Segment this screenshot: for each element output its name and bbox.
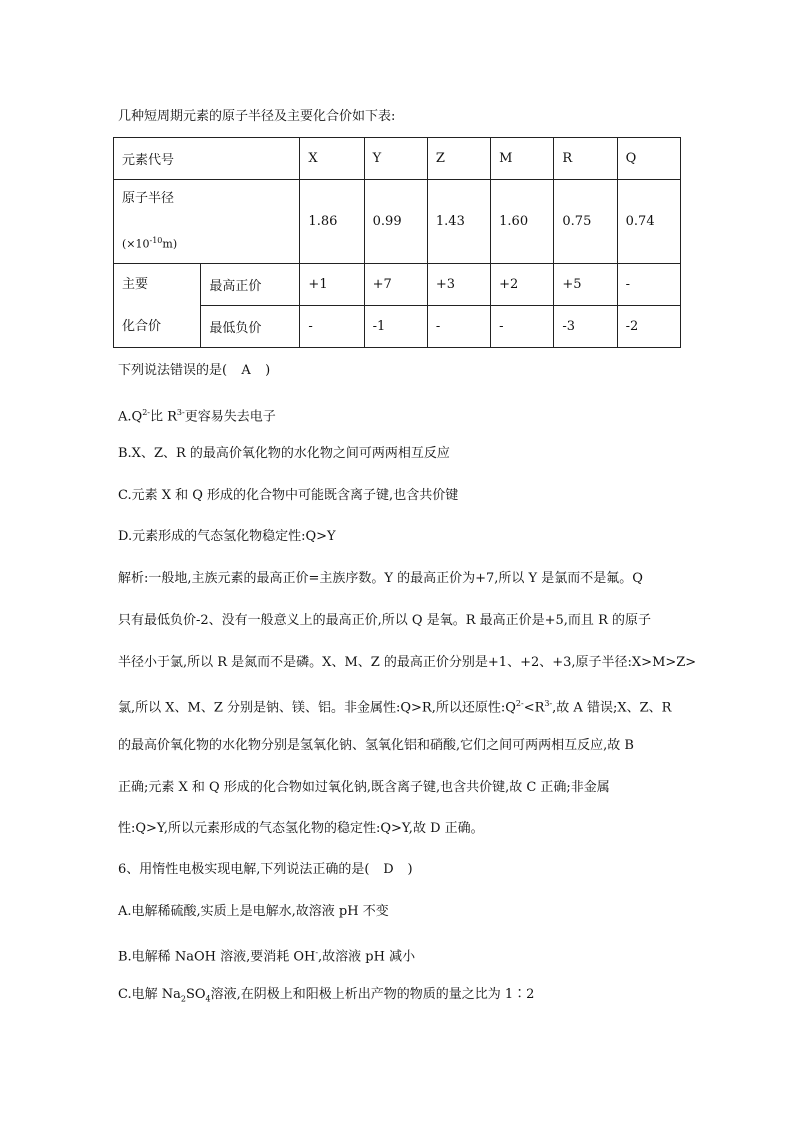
max-valence-value: +2 bbox=[491, 264, 554, 306]
valence-label-cell bbox=[114, 264, 201, 348]
q6-stem-text: 6、用惰性电极实现电解,下列说法正确的是( bbox=[118, 862, 370, 877]
element-r: R bbox=[554, 138, 617, 180]
max-valence-value: +1 bbox=[300, 264, 364, 306]
analysis-line: 解析:一般地,主族元素的最高正价=主族序数。Y 的最高正价为+7,所以 Y 是氯而不是氟。Q bbox=[118, 571, 643, 586]
q6-option-a: A.电解稀硫酸,实质上是电解水,故溶液 pH 不变 bbox=[118, 904, 389, 919]
opt-b-charge: - bbox=[315, 948, 319, 957]
opt-b-prefix: B.电解稀 NaOH 溶液,要消耗 OH bbox=[118, 949, 316, 965]
element-z: Z bbox=[427, 138, 490, 180]
max-valence-value: +3 bbox=[427, 264, 490, 306]
radius-label: 原子半径 bbox=[122, 190, 175, 206]
q5-option-a bbox=[118, 404, 276, 426]
element-table bbox=[113, 137, 681, 348]
analysis-line: 半径小于氯,所以 R 是氮而不是磷。X、M、Z 的最高正价分别是+1、+2、+3,原子半径:X>M>Z> bbox=[118, 655, 697, 670]
max-valence-label: 最高正价 bbox=[201, 264, 300, 306]
min-valence-value: - bbox=[300, 306, 364, 348]
q5-option-b: B.X、Z、R 的最高价氧化物的水化物之间可两两相互反应 bbox=[118, 446, 450, 461]
table-intro: 几种短周期元素的原子半径及主要化合价如下表: bbox=[118, 109, 396, 124]
radius-unit-exponent: -10 bbox=[149, 235, 163, 245]
radius-label-cell bbox=[114, 180, 300, 264]
min-valence-value: -3 bbox=[554, 306, 617, 348]
radius-value: 1.86 bbox=[300, 180, 364, 264]
q5-answer: A bbox=[241, 363, 251, 378]
min-valence-value: -1 bbox=[364, 306, 427, 348]
radius-value: 0.74 bbox=[617, 180, 680, 264]
analysis-l4-mid: <R bbox=[523, 700, 545, 716]
q6-option-c bbox=[118, 986, 534, 1009]
analysis-charge-q: 2- bbox=[515, 699, 524, 708]
radius-value: 0.99 bbox=[364, 180, 427, 264]
analysis-line bbox=[118, 695, 671, 717]
q6-stem-close: ) bbox=[407, 862, 413, 877]
q6-option-b bbox=[118, 944, 415, 966]
element-x: X bbox=[300, 138, 364, 180]
header-label-cell: 元素代号 bbox=[114, 138, 300, 180]
q5-stem-close: ) bbox=[265, 363, 271, 378]
opt-a-prefix: A.Q bbox=[118, 409, 143, 425]
radius-unit-label bbox=[122, 232, 299, 254]
valence-label-line2: 化合价 bbox=[122, 318, 162, 334]
max-valence-value: +5 bbox=[554, 264, 617, 306]
min-valence-value: - bbox=[427, 306, 490, 348]
min-valence-value: - bbox=[491, 306, 554, 348]
table-row bbox=[114, 138, 681, 180]
min-valence-value: -2 bbox=[617, 306, 680, 348]
opt-c-sub-o: 4 bbox=[205, 994, 211, 1004]
q5-stem bbox=[118, 362, 270, 380]
opt-c-sub-na: 2 bbox=[180, 994, 186, 1004]
opt-a-mid: 比 R bbox=[149, 409, 177, 425]
radius-value: 1.60 bbox=[491, 180, 554, 264]
analysis-l4-post: ,故 A 错误;X、Z、R bbox=[552, 700, 672, 716]
analysis-line: 只有最低负价-2、没有一般意义上的最高正价,所以 Q 是氧。R 最高正价是+5,而且 R 的原子 bbox=[118, 613, 651, 628]
q5-option-d: D.元素形成的气态氢化物稳定性:Q>Y bbox=[118, 529, 336, 544]
element-m: M bbox=[491, 138, 554, 180]
radius-value: 1.43 bbox=[427, 180, 490, 264]
element-y: Y bbox=[364, 138, 427, 180]
opt-c-mid: SO bbox=[185, 987, 206, 1002]
q6-answer: D bbox=[383, 862, 394, 877]
radius-unit-suffix: m) bbox=[162, 237, 178, 251]
opt-c-prefix: C.电解 Na bbox=[118, 987, 181, 1002]
analysis-line: 的最高价氧化物的水化物分别是氢氧化钠、氢氧化铝和硝酸,它们之间可两两相互反应,故 B bbox=[118, 738, 634, 753]
analysis-charge-r: 3- bbox=[544, 699, 553, 708]
valence-label-line1: 主要 bbox=[122, 276, 149, 292]
opt-c-suffix: 溶液,在阴极上和阳极上析出产物的物质的量之比为 1∶2 bbox=[210, 987, 535, 1002]
max-valence-value: - bbox=[617, 264, 680, 306]
q5-stem-text: 下列说法错误的是( bbox=[118, 363, 228, 378]
opt-a-charge-q: 2- bbox=[142, 408, 150, 417]
min-valence-label: 最低负价 bbox=[201, 306, 300, 348]
radius-value: 0.75 bbox=[554, 180, 617, 264]
analysis-l4-pre: 氯,所以 X、M、Z 分别是钠、镁、铝。非金属性:Q>R,所以还原性:Q bbox=[118, 700, 516, 716]
radius-unit-prefix: (×10 bbox=[122, 237, 150, 251]
analysis-line: 性:Q>Y,所以元素形成的气态氢化物的稳定性:Q>Y,故 D 正确。 bbox=[118, 821, 484, 836]
q5-option-c: C.元素 X 和 Q 形成的化合物中可能既含离子键,也含共价键 bbox=[118, 488, 459, 503]
table-row bbox=[114, 264, 681, 306]
table-row bbox=[114, 180, 681, 264]
opt-a-suffix: 更容易失去电子 bbox=[184, 409, 276, 425]
q6-stem bbox=[118, 861, 413, 879]
max-valence-value: +7 bbox=[364, 264, 427, 306]
opt-b-suffix: ,故溶液 pH 减小 bbox=[318, 949, 416, 965]
element-q: Q bbox=[617, 138, 680, 180]
analysis-line: 正确;元素 X 和 Q 形成的化合物如过氧化钠,既含离子键,也含共价键,故 C 正确;非金属 bbox=[118, 780, 610, 795]
opt-a-charge-r: 3- bbox=[176, 408, 185, 417]
